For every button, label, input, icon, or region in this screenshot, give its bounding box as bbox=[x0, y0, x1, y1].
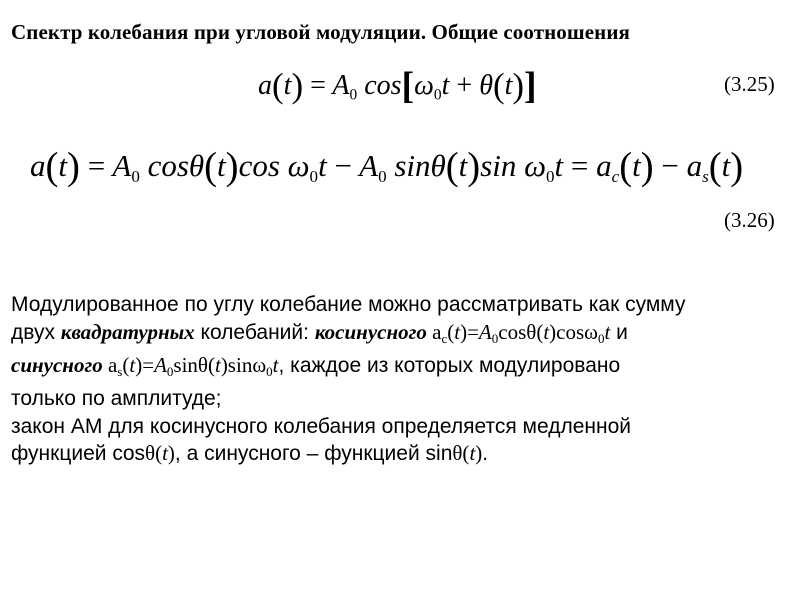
paragraph-line-6: функцией cosθ(t), а синусного – функцией sinθ(t). bbox=[11, 441, 489, 466]
equation-3-25: $a(t) = A_0$ $\cos[\omega_0t + \theta(t)]$ bbox=[258, 64, 537, 107]
equation-3-26: $a(t) = A_0$ cosθ(t)cos $\omega_0t - A_0$ sinθ(t)sin $\omega_0t = a_c(t) - a_s(t)$ bbox=[30, 145, 744, 189]
paragraph-line-3: синусного $a_s(t)=A_0\sin\theta(t)\sin\omega_0t$, каждое из которых модулировано bbox=[11, 352, 621, 379]
explanation-paragraph bbox=[11, 291, 791, 468]
paragraph-line-1: Модулированное по углу колебание можно рассматривать как сумму bbox=[11, 293, 686, 316]
paragraph-line-2: двух квадратурных колебаний: косинусного $a_c(t)=A_0\cos\theta(t)\cos\omega_0t$ и bbox=[11, 319, 628, 346]
equation-number-3-26: (3.26) bbox=[724, 208, 775, 232]
page-title: Спектр колебания при угловой модуляции. Общие соотношения bbox=[11, 20, 631, 44]
paragraph-line-4: только по амплитуде; bbox=[11, 387, 222, 411]
paragraph-line-5: закон АМ для косинусного колебания определяется медленной bbox=[11, 414, 631, 438]
equation-number-3-25: (3.25) bbox=[724, 72, 775, 96]
